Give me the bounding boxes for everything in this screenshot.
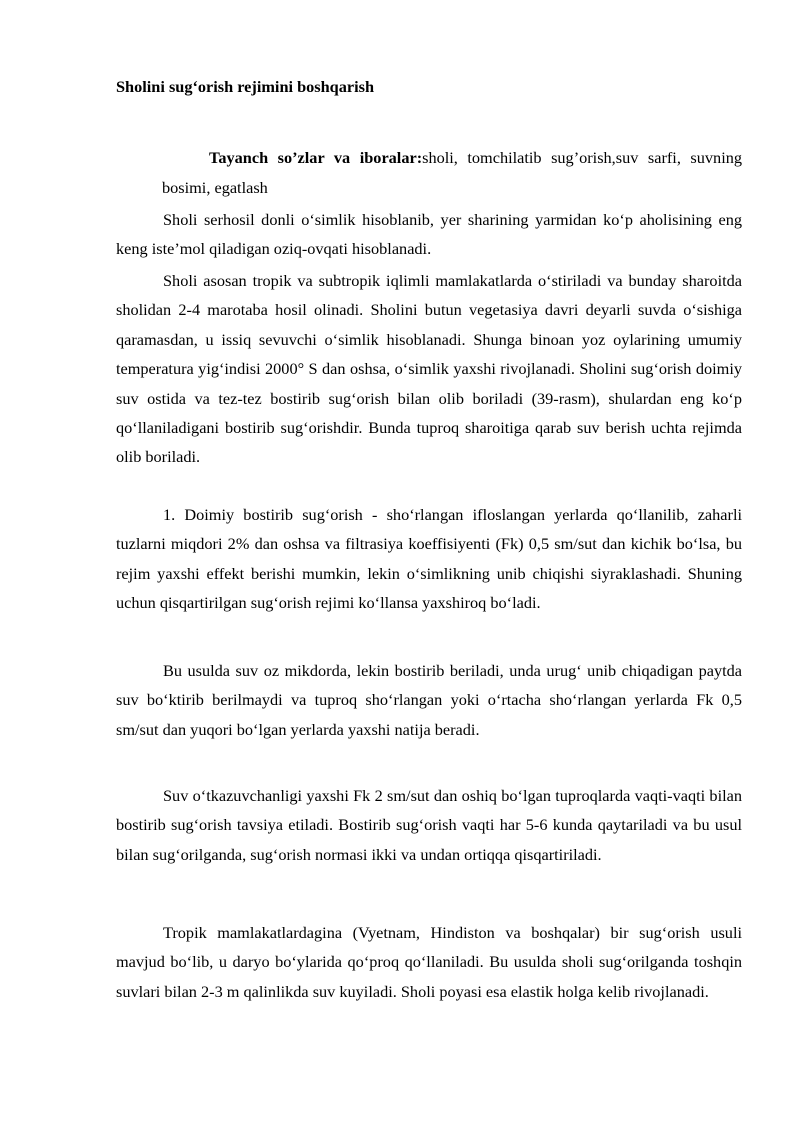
paragraph-regime-1: 1. Doimiy bostirib sug‘orish - sho‘rlangan ifloslangan yerlarda qo‘llanilib, zaharli tuzlarni miqdori 2% dan oshsa va filtrasiya koeffisiyenti (Fk) 0,5 sm/sut dan kichik bo‘lsa, bu rejim yaxshi effekt berishi mumkin, lekin o‘simlikning unib chiqishi siyraklashadi. Shuning uchun qisqartirilgan sug‘orish rejimi ko‘llansa yaxshiroq bo‘ladi.: [116, 505, 742, 613]
paragraph-method: Bu usulda suv oz mikdorda, lekin bostirib beriladi, unda urug‘ unib chiqadigan paytda suv bo‘ktirib berilmaydi va tuproq sho‘rlangan yoki o‘rtacha sho‘rlangan yerlarda Fk 0,5 sm/sut dan yuqori bo‘lgan yerlarda yaxshi natija beradi.: [116, 661, 742, 739]
paragraph-tropical-countries: Tropik mamlakatlardagina (Vyetnam, Hindiston va boshqalar) bir sug‘orish usuli mavjud bo‘lib, u daryo bo‘ylarida qo‘proq qo‘llaniladi. Bu usulda sholi sug‘orilganda toshqin suvlari bilan 2-3 m qalinlikda suv kuyiladi. Sholi poyasi esa elastik holga kelib rivojlanadi.: [116, 923, 742, 1001]
keywords-text: sholi, tomchilatib sug’orish,suv sarfi, suvning bosimi, egatlash: [162, 148, 742, 197]
keywords-label: Tayanch so’zlar va iboralar:: [209, 148, 423, 167]
paragraph-intro: Sholi serhosil donli o‘simlik hisoblanib, yer sharining yarmidan ko‘p aholisining eng keng iste’mol qiladigan oziq-ovqati hisoblanadi.: [116, 210, 742, 259]
document-title: Sholini sug‘orish rejimini boshqarish: [116, 77, 375, 96]
keywords-paragraph: [162, 143, 742, 203]
paragraph-permeability: Suv o‘tkazuvchanligi yaxshi Fk 2 sm/sut dan oshiq bo‘lgan tuproqlarda vaqti-vaqti bilan bostirib sug‘orish tavsiya etiladi. Bostirib sug‘orish vaqti har 5-6 kunda qaytariladi va bu usul bilan sug‘orilganda, sug‘orish normasi ikki va undan ortiqqa qisqartiriladi.: [116, 786, 742, 864]
paragraph-tropical: Sholi asosan tropik va subtropik iqlimli mamlakatlarda o‘stiriladi va bunday sharoitda sholidan 2-4 marotaba hosil olinadi. Sholini butun vegetasiya davri deyarli suvda o‘sishiga qaramasdan, u issiq sevuvchi o‘simlik hisoblanadi. Shunga binoan yoz oylarining umumiy temperatura yig‘indisi 2000° S dan oshsa, o‘simlik yaxshi rivojlanadi. Sholini sug‘orish doimiy suv ostida va tez-tez bostirib sug‘orish bilan olib boriladi (39-rasm), shulardan eng ko‘p qo‘llaniladigani bostirib sug‘orishdir. Bunda tuproq sharoitiga qarab suv berish uchta rejimda olib boriladi.: [116, 271, 742, 467]
